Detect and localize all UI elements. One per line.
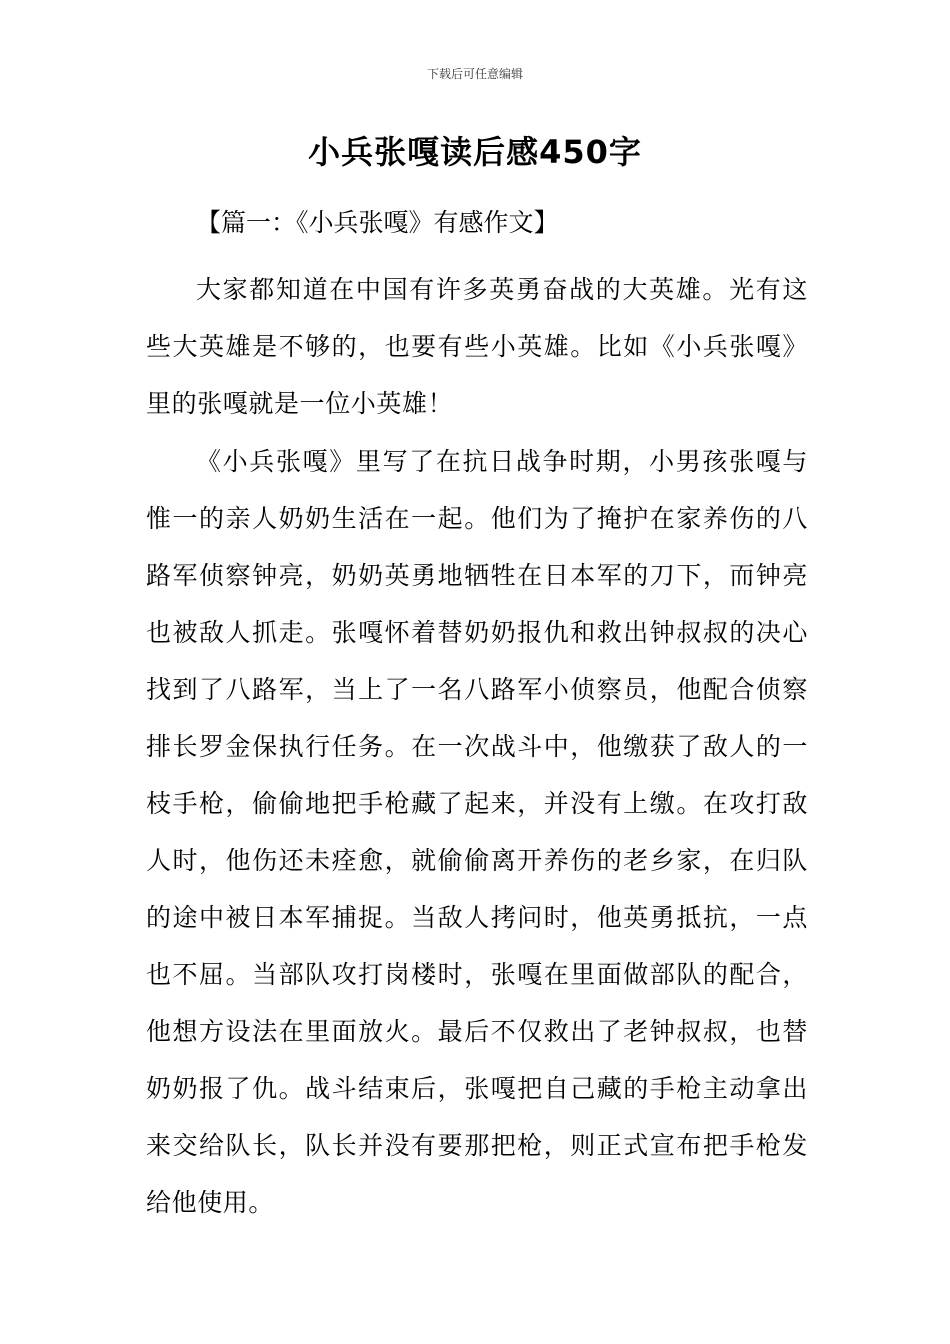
section-heading: 【篇一：《小兵张嘎》有感作文】 xyxy=(196,208,559,237)
body-text xyxy=(146,261,808,1232)
paragraph-intro: 大家都知道在中国有许多英勇奋战的大英雄。光有这些大英雄是不够的，也要有些小英雄。比如《小兵张嘎》里的张嘎就是一位小英雄！ xyxy=(146,275,808,418)
page-title: 小兵张嘎读后感450字 xyxy=(308,133,642,171)
paragraph-story: 《小兵张嘎》里写了在抗日战争时期，小男孩张嘎与惟一的亲人奶奶生活在一起。他们为了掩护在家养伤的八路军侦察钟亮，奶奶英勇地牺牲在日本军的刀下，而钟亮也被敌人抓走。张嘎怀着替奶奶报仇和救出钟叔叔的决心找到了八路军，当上了一名八路军小侦察员，他配合侦察排长罗金保执行任务。在一次战斗中，他缴获了敌人的一枝手枪，偷偷地把手枪藏了起来，并没有上缴。在攻打敌人时，他伤还未痊愈，就偷偷离开养伤的老乡家，在归队的途中被日本军捕捉。当敌人拷问时，他英勇抵抗，一点也不屈。当部队攻打岗楼时，张嘎在里面做部队的配合，他想方设法在里面放火。最后不仅救出了老钟叔叔，也替奶奶报了仇。战斗结束后，张嘎把自己藏的手枪主动拿出来交给队长，队长并没有要那把枪，则正式宣布把手枪发给他使用。 xyxy=(146,447,808,1217)
header-note: 下载后可任意编辑 xyxy=(426,67,523,81)
